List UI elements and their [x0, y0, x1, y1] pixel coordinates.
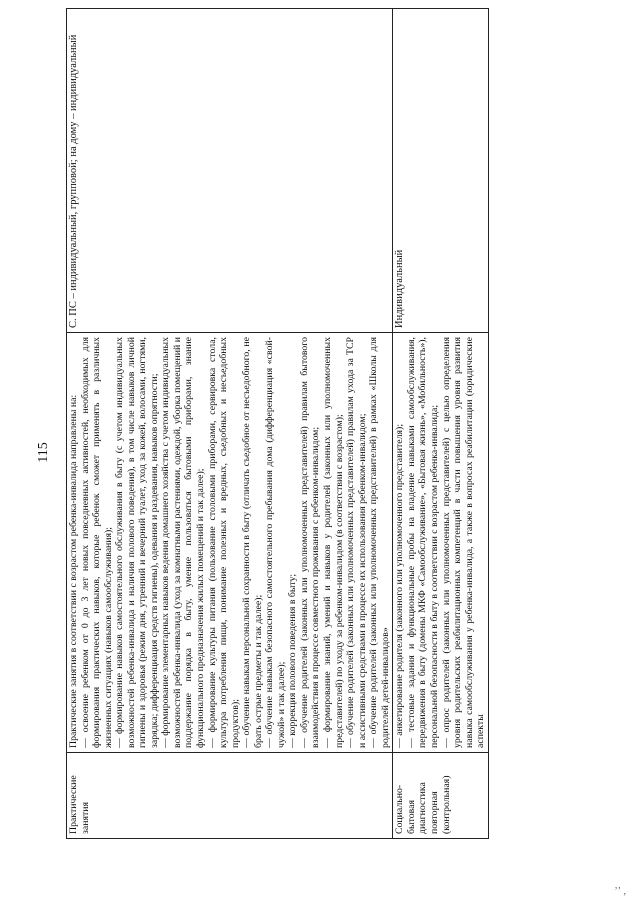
table-row	[393, 9, 488, 839]
list-item: — освоение ребенком от 0 до 3 лет новых повседневных активностей, необходимых для формирования практических навыков, которые ребенок сможет применять в различных жизненных ситуациях (навыков самообслуживания);	[79, 337, 114, 748]
section-title: Практические занятия	[68, 775, 91, 834]
activities-table	[66, 8, 489, 839]
section-cell	[393, 753, 488, 839]
list-item: — коррекция полового поведения в быту;	[287, 573, 299, 748]
list-item: — обучение навыкам персональной сохранности в быту (отличать съедобное от несъедобного, не брать острые предметы и так далее);	[241, 337, 264, 748]
page-number: 115	[36, 442, 51, 463]
table-row	[67, 9, 393, 839]
form-cell	[393, 9, 488, 333]
description-cell	[393, 333, 488, 753]
list-item: — формирование культуры питания (пользование столовыми приборами, сервировка стола, культура потребления пищи, понимание полезных и вредных, съедобных и несъедобных продуктов);	[206, 337, 241, 748]
list-item: — обучение родителей (законных или уполномоченных представителей) правилам бытового взаимодействия в процессе совместного проживания с ребенком-инвалидом;	[298, 337, 322, 748]
form-text: С. ПС – индивидуальный, групповой; на дому – индивидуальный	[68, 34, 79, 328]
description-cell	[67, 333, 393, 753]
list-item: — анкетирование родителя (законного или уполномоченного представителя);	[394, 423, 406, 748]
list-item: Практические занятия в соответствии с возрастом ребенка-инвалида направлены на:	[68, 394, 79, 748]
list-item: — обучение родителей (законных или уполномоченных представителей) правилам ухода за ТСР и ассистивными средствами в процессе их использования ребенком-инвалидом;	[345, 337, 368, 748]
form-text: Индивидуальный	[394, 249, 406, 328]
list-item: — формирование элементарных навыков ведения домашнего хозяйства с учетом индивидуальных возможностей ребенка-инвалида (уход за комнатными растениями, одеждой, уборка помещений и поддержание порядка в быту, умение пользоваться бытовыми приборами, знание функционального предназначения жилых помещений и так далее);	[160, 337, 207, 748]
list-item: — тестовые задания и функциональные пробы на владение навыками самообслуживания, передвижения в быту (домены МКФ «Самообслуживание», «Бытовая жизнь», «Мобильность»), персональной безопасности в быту в соответствии с возрастом ребенка-инвалида;	[405, 337, 440, 748]
list-item: — формирование знаний, умений и навыков у родителей (законных или уполномоченных представителей) по уходу за ребенком-инвалидом (в соответствии с возрастом);	[322, 337, 345, 748]
list-item: — обучение навыкам безопасного самостоятельного пребывания дома (дифференциация «свой-чужой» и так далее);	[264, 337, 287, 748]
form-cell	[67, 9, 393, 333]
list-item: — опрос родителей (законных или уполномоченных представителей) с целью определения уровня родительских реабилитационных компетенций в части повышения уровня развития навыка самообслуживания у ребенка-инвалида, а также в вопросах реабилитации (юридические аспекты	[440, 337, 487, 748]
corner-mark: ʼʼ ,	[614, 886, 626, 897]
section-title: Социально-бытовая диагностика повторная (контрольная)	[394, 775, 452, 834]
list-item: — обучение родителей (законных или уполномоченных представителей) в рамках «Школы для родителей детей-инвалидов»	[368, 337, 391, 748]
section-cell	[67, 753, 393, 839]
list-item: — формирование навыков самостоятельного обслуживания в быту (с учетом индивидуальных возможностей ребенка-инвалида и наличия полового поведения), в том числе навыков личной гигиены и здоровья (режим дня, утренний и вечерний туалет, уход за кожей, волосами, ногтями, зарядка; дифференциация средств гигиены), одевания и раздевания, навыков опрятности;	[114, 337, 160, 748]
